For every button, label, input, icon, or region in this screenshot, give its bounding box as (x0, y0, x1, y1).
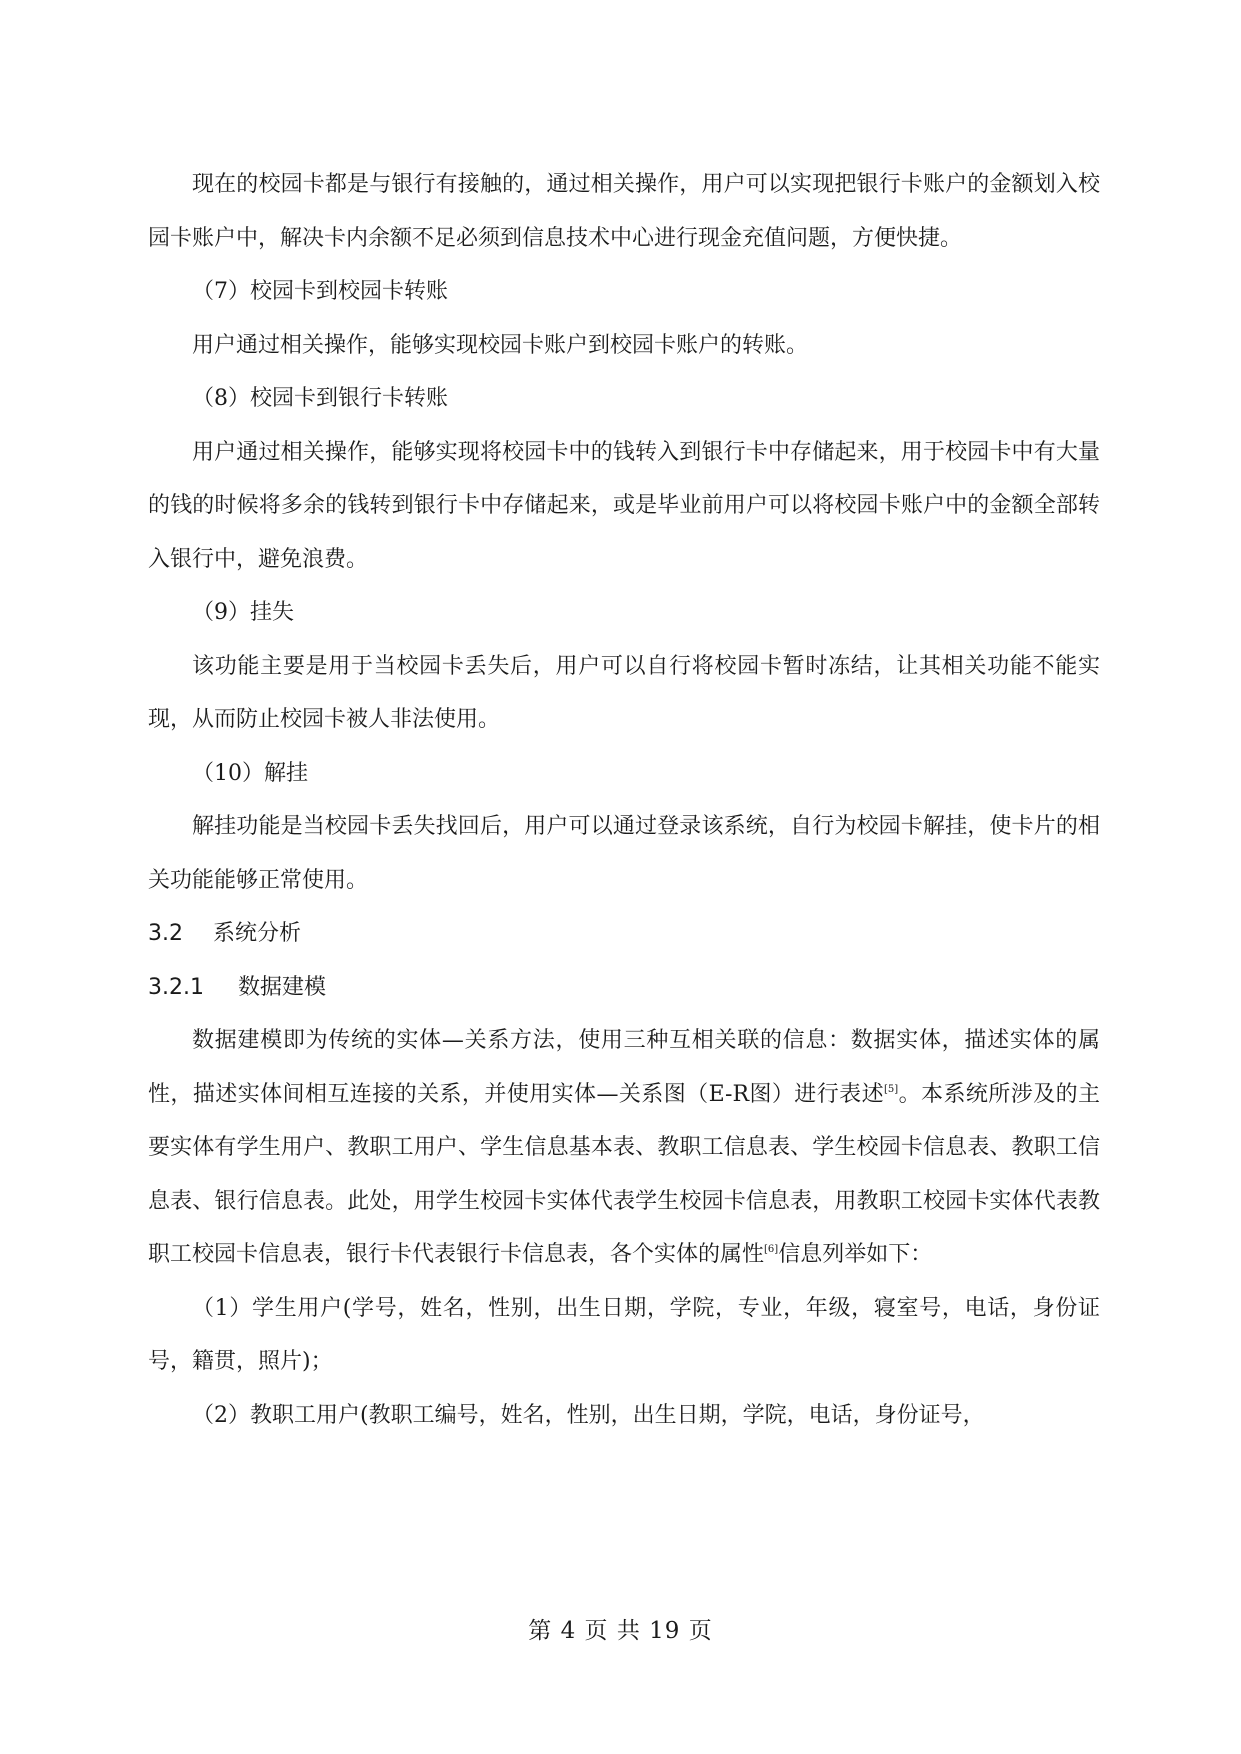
subsection-number: 3.2.1 (148, 974, 204, 1000)
page-body (148, 158, 1100, 1442)
item-8-body: 用户通过相关操作，能够实现将校园卡中的钱转入到银行卡中存储起来，用于校园卡中有大量的钱的时候将多余的钱转到银行卡中存储起来，或是毕业前用户可以将校园卡账户中的金额全部转入银行中，避免浪费。 (148, 439, 1100, 572)
entity-staff-user: （2）教职工用户(教职工编号，姓名，性别，出生日期，学院，电话，身份证号， (192, 1402, 985, 1428)
section-heading-3-2-1 (148, 961, 1100, 1015)
modeling-text-b: 。本系统所涉及的主要实体有学生用户、教职工用户、学生信息基本表、教职工信息表、学生校园卡信息表、教职工信息表、银行信息表。此处，用学生校园卡实体代表学生校园卡信息表，用教职工校园卡实体代表教职工校园卡信息表，银行卡代表银行卡信息表，各个实体的属性 (148, 1081, 1100, 1267)
section-title: 系统分析 (213, 921, 302, 946)
item-7-body: 用户通过相关操作，能够实现校园卡账户到校园卡账户的转账。 (192, 332, 809, 358)
modeling-text-c: 信息列举如下： (778, 1242, 933, 1267)
item-9-title: （9）挂失 (192, 600, 294, 625)
subsection-title: 数据建模 (238, 974, 327, 1000)
item-8-title: （8）校园卡到银行卡转账 (192, 386, 448, 411)
paragraph-recharge: 现在的校园卡都是与银行有接触的，通过相关操作，用户可以实现把银行卡账户的金额划入校园卡账户中，解决卡内余额不足必须到信息技术中心进行现金充值问题，方便快捷。 (148, 172, 1100, 251)
item-10-title: （10）解挂 (192, 760, 308, 786)
section-heading-3-2 (148, 907, 1100, 961)
citation-6: [6] (764, 1244, 779, 1255)
item-7-title: （7）校园卡到校园卡转账 (192, 279, 448, 304)
section-number: 3.2 (148, 921, 183, 946)
page-footer: 第 4 页 共 19 页 (528, 1618, 713, 1644)
paragraph-data-modeling (148, 1014, 1100, 1282)
item-9-body: 该功能主要是用于当校园卡丢失后，用户可以自行将校园卡暂时冻结，让其相关功能不能实现，从而防止校园卡被人非法使用。 (148, 653, 1100, 732)
item-10-body: 解挂功能是当校园卡丢失找回后，用户可以通过登录该系统，自行为校园卡解挂，使卡片的相关功能能够正常使用。 (148, 814, 1100, 893)
modeling-text-a: 数据建模即为传统的实体—关系方法，使用三种互相关联的信息：数据实体，描述实体的属性，描述实体间相互连接的关系，并使用实体—关系图（E-R图）进行表述 (148, 1028, 1100, 1107)
citation-5: [5] (884, 1083, 899, 1095)
entity-student-user: （1）学生用户(学号，姓名，性别，出生日期，学院，专业，年级，寝室号，电话，身份证号，籍贯，照片)； (148, 1295, 1100, 1374)
